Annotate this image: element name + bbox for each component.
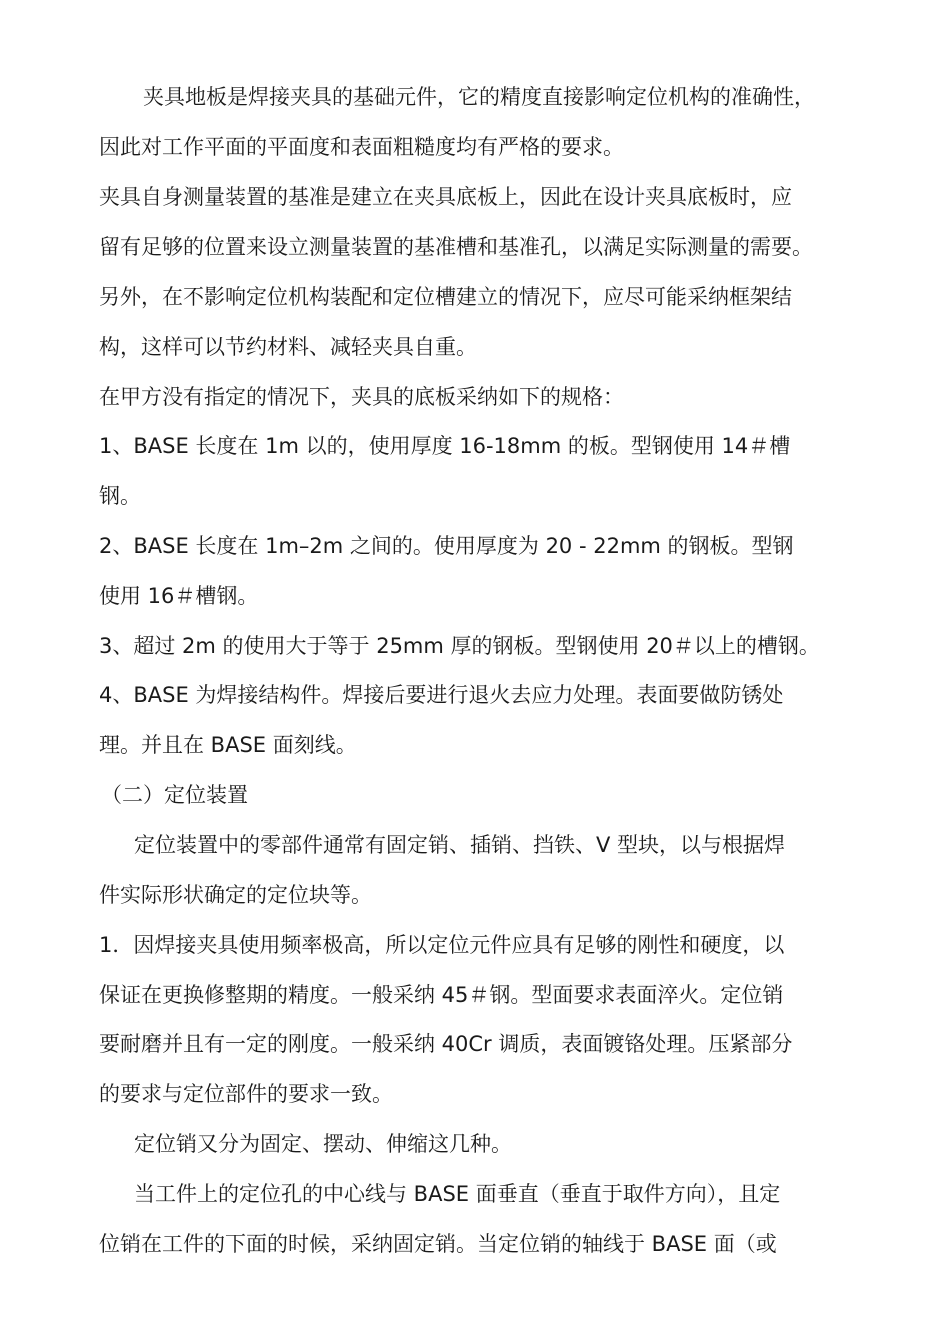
paragraph-line: 当工件上的定位孔的中心线与 BASE 面垂直（垂直于取件方向），且定 (134, 1182, 781, 1206)
paragraph-line: 定位销又分为固定、摆动、伸缩这几种。 (134, 1132, 512, 1156)
paragraph-line: 夹具地板是焊接夹具的基础元件，它的精度直接影响定位机构的准确性， (143, 85, 815, 109)
paragraph-line: 另外，在不影响定位机构装配和定位槽建立的情况下，应尽可能采纳框架结 (99, 285, 792, 309)
paragraph-line: 要耐磨并且有一定的刚度。一般采纳 40Cr 调质，表面镀铬处理。压紧部分 (99, 1032, 793, 1056)
paragraph-line: 位销在工件的下面的时候，采纳固定销。当定位销的轴线于 BASE 面（或 (99, 1232, 777, 1256)
paragraph-line: 件实际形状确定的定位块等。 (99, 883, 372, 907)
paragraph-line: 1．因焊接夹具使用频率极高，所以定位元件应具有足够的刚性和硬度，以 (99, 933, 785, 957)
paragraph-line: 在甲方没有指定的情况下，夹具的底板采纳如下的规格： (99, 385, 624, 409)
paragraph-line: 留有足够的位置来设立测量装置的基准槽和基准孔，以满足实际测量的需要。 (99, 235, 813, 259)
section-heading: （二）定位装置 (101, 783, 248, 807)
list-item-line: 1、BASE 长度在 1m 以的，使用厚度 16-18mm 的板。型钢使用 14＃槽 (99, 434, 791, 458)
paragraph-line: 保证在更换修整期的精度。一般采纳 45＃钢。型面要求表面淬火。定位销 (99, 983, 784, 1007)
paragraph-line: 的要求与定位部件的要求一致。 (99, 1082, 393, 1106)
list-item-line: 4、BASE 为焊接结构件。焊接后要进行退火去应力处理。表面要做防锈处 (99, 683, 784, 707)
paragraph-line: 因此对工作平面的平面度和表面粗糙度均有严格的要求。 (99, 135, 624, 159)
list-item-line: 2、BASE 长度在 1m–2m 之间的。使用厚度为 20 - 22mm 的钢板。型钢 (99, 534, 794, 558)
paragraph-line: 定位装置中的零部件通常有固定销、插销、挡铁、V 型块，以与根据焊 (134, 833, 786, 857)
paragraph-line: 夹具自身测量装置的基准是建立在夹具底板上，因此在设计夹具底板时，应 (99, 185, 792, 209)
list-item-line: 使用 16＃槽钢。 (99, 584, 259, 608)
list-item-line: 3、超过 2m 的使用大于等于 25mm 厚的钢板。型钢使用 20＃以上的槽钢。 (99, 634, 820, 658)
list-item-line: 钢。 (99, 484, 141, 508)
list-item-line: 理。并且在 BASE 面刻线。 (99, 733, 357, 757)
paragraph-line: 构，这样可以节约材料、减轻夹具自重。 (99, 335, 477, 359)
